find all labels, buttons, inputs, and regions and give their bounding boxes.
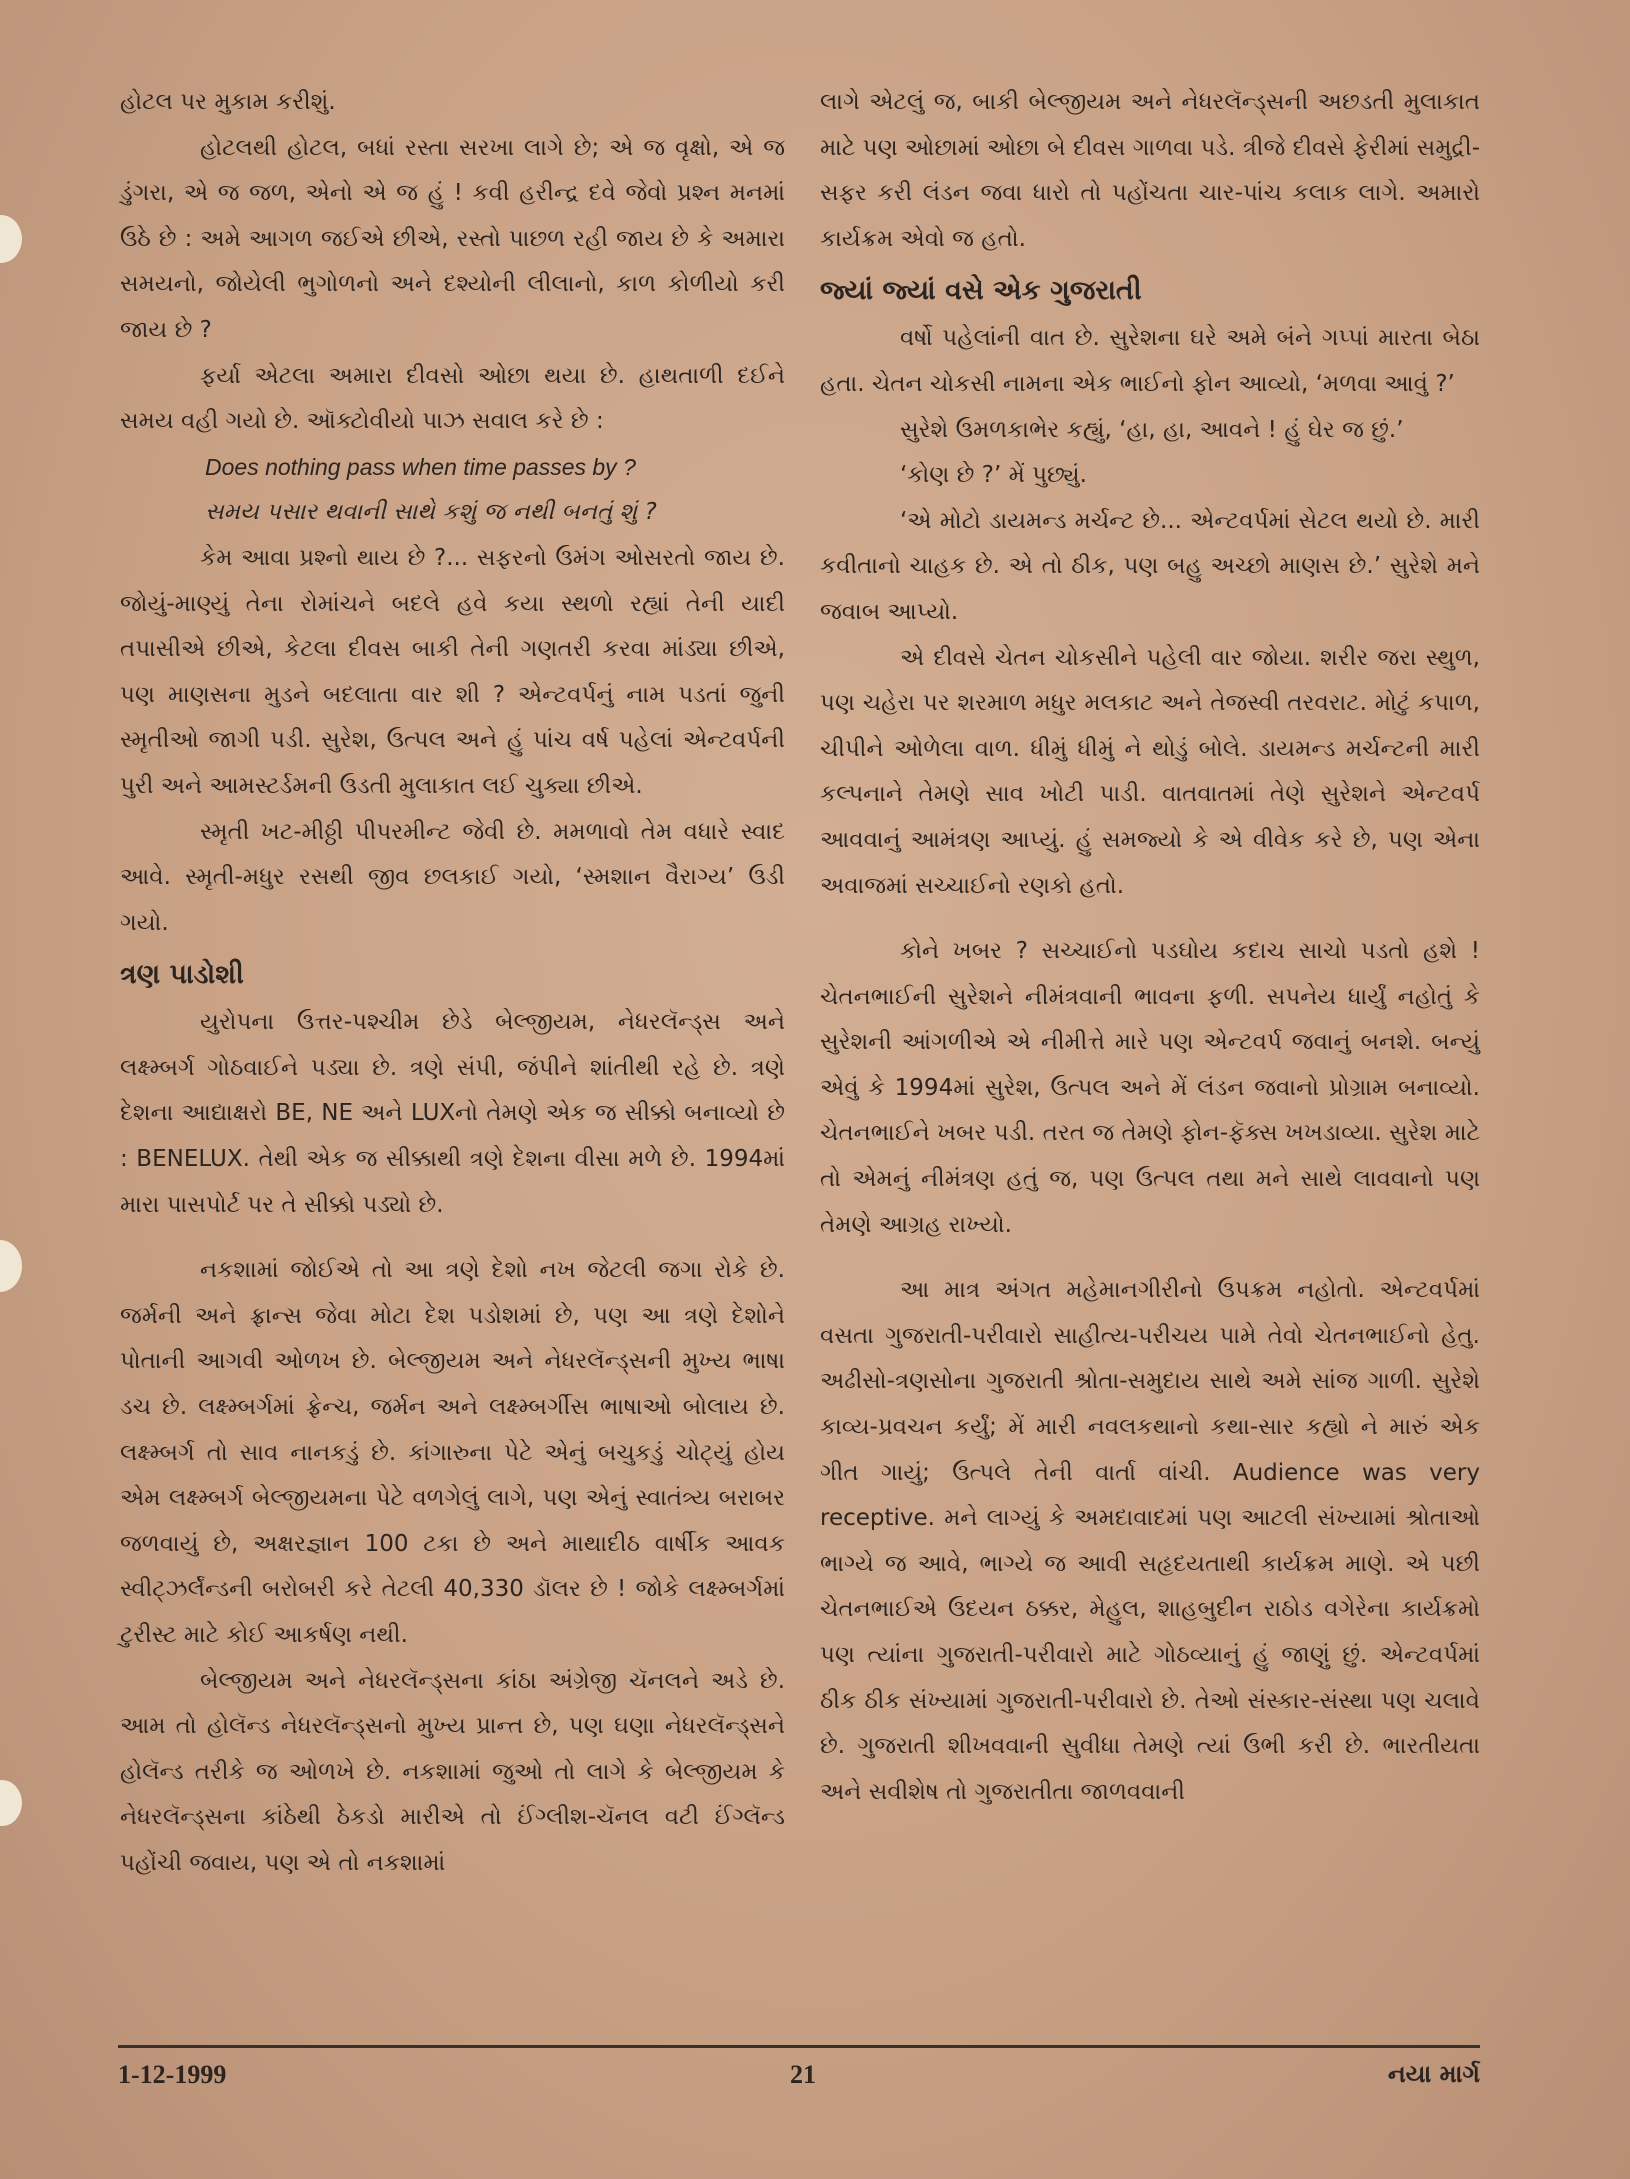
section-heading: ત્રણ પાડોશી xyxy=(120,959,244,991)
paragraph: વર્ષો પહેલાંની વાત છે. સુરેશના ઘરે અમે બંને ગપ્પાં મારતા બેઠા હતા. ચેતન ચોકસી નામના એક ભાઈનો ફોન આવ્યો, ‘મળવા આવું ?’ xyxy=(820,325,1480,397)
paragraph: સ્મૃતી ખટ-મીઠ્ઠી પીપરમીન્ટ જેવી છે. મમળાવો તેમ વધારે સ્વાદ આવે. સ્મૃતી-મધુર રસથી જીવ છલકાઈ ગયો, ‘સ્મશાન વૈરાગ્ય’ ઉડી ગયો. xyxy=(120,818,785,936)
punch-hole xyxy=(0,1780,22,1826)
right-column xyxy=(820,80,1480,1815)
paragraph: આ માત્ર અંગત મહેમાનગીરીનો ઉપક્રમ નહોતો. એન્ટવર્પમાં વસતા ગુજરાતી-પરીવારો સાહીત્ય-પરીચય પામે તેવો ચેતનભાઈનો હેતુ. અઢીસો-ત્રણસોના ગુજરાતી શ્રોતા-સમુદાય સાથે અમે સાંજ ગાળી. સુરેશે કાવ્ય-પ્રવચન કર્યું; મેં મારી નવલકથાનો કથા-સાર કહ્યો ને મારું એક ગીત ગાયું; ઉત્પલે તેની વાર્તા વાંચી. Audience was very receptive. મને લાગ્યું કે અમદાવાદમાં પણ આટલી સંખ્યામાં શ્રોતાઓ ભાગ્યે જ આવે, ભાગ્યે જ આવી સહૃદયતાથી કાર્યક્રમ માણે. એ પછી ચેતનભાઈએ ઉદયન ઠક્કર, મેહુલ, શાહબુદીન રાઠોડ વગેરેના કાર્યક્રમો પણ ત્યાંના ગુજરાતી-પરીવારો માટે ગોઠવ્યાનું હું જાણું છું. એન્ટવર્પમાં ઠીક ઠીક સંખ્યામાં ગુજરાતી-પરીવારો છે. તેઓ સંસ્કાર-સંસ્થા પણ ચલાવે છે. ગુજરાતી શીખવવાની સુવીધા તેમણે ત્યાં ઉભી કરી છે. ભારતીયતા અને સવીશેષ તો ગુજરાતીતા જાળવવાની xyxy=(820,1277,1480,1805)
paragraph: કેમ આવા પ્રશ્નો થાય છે ?... સફરનો ઉમંગ ઓસરતો જાય છે. જોયું-માણ્યું તેના રોમાંચને બદલે હવે કયા સ્થળો રહ્યાં તેની યાદી તપાસીએ છીએ, કેટલા દીવસ બાકી તેની ગણતરી કરવા માંડ્યા છીએ, પણ માણસના મુડને બદલાતા વાર શી ? એન્ટવર્પનું નામ પડતાં જુની સ્મૃતીઓ જાગી પડી. સુરેશ, ઉત્પલ અને હું પાંચ વર્ષ પહેલાં એન્ટવર્પની પુરી અને આમસ્ટર્ડમની ઉડતી મુલાકાત લઈ ચુક્યા છીએ. xyxy=(120,544,785,799)
paragraph: કોને ખબર ? સચ્ચાઈનો પડઘોય કદાચ સાચો પડતો હશે ! ચેતનભાઈની સુરેશને નીમંત્રવાની ભાવના ફળી. સપનેય ધાર્યું નહોતું કે સુરેશની આંગળીએ એ નીમીત્તે મારે પણ એન્ટવર્પ જવાનું બનશે. બન્યું એવું કે 1994માં સુરેશ, ઉત્પલ અને મેં લંડન જવાનો પ્રોગ્રામ બનાવ્યો. ચેતનભાઈને ખબર પડી. તરત જ તેમણે ફોન-ફૅક્સ ખખડાવ્યા. સુરેશ માટે તો એમનું નીમંત્રણ હતું જ, પણ ઉત્પલ તથા મને સાથે લાવવાનો પણ તેમણે આગ્રહ રાખ્યો. xyxy=(820,938,1480,1238)
paragraph: નકશામાં જોઈએ તો આ ત્રણે દેશો નખ જેટલી જગા રોકે છે. જર્મની અને ફ્રાન્સ જેવા મોટા દેશ પડોશમાં છે, પણ આ ત્રણે દેશોને પોતાની આગવી ઓળખ છે. બેલ્જીયમ અને નેધરલૅન્ડ્સની મુખ્ય ભાષા ડચ છે. લક્ષ્મ્બર્ગમાં ફ્રેન્ચ, જર્મન અને લક્ષ્મ્બર્ગીસ ભાષાઓ બોલાય છે. લક્ષ્મ્બર્ગ તો સાવ નાનકડું છે. કાંગારુના પેટે એનું બચુકડું ચોટ્યું હોય એમ લક્ષ્મ્બર્ગ બેલ્જીયમના પેટે વળગેલું લાગે, પણ એનું સ્વાતંત્ર્ય બરાબર જળવાયું છે, અક્ષરજ્ઞાન 100 ટકા છે અને માથાદીઠ વાર્ષીક આવક સ્વીટ્ઝર્લૅન્ડની બરોબરી કરે તેટલી 40,330 ડૉલર છે ! જોકે લક્ષ્મ્બર્ગમાં ટુરીસ્ટ માટે કોઈ આકર્ષણ નથી. xyxy=(120,1257,785,1648)
paragraph: ‘કોણ છે ?’ મેં પુછ્યું. xyxy=(900,462,1087,489)
quote-english: Does nothing pass when time passes by ? xyxy=(205,453,636,480)
paragraph: બેલ્જીયમ અને નેધરલૅન્ડ્સના કાંઠા અંગ્રેજી ચૅનલને અડે છે. આમ તો હોલૅન્ડ નેધરલૅન્ડ્સનો મુખ્ય પ્રાન્ત છે, પણ ઘણા નેધરલૅન્ડ્સને હોલૅન્ડ તરીકે જ ઓળખે છે. નકશામાં જુઓ તો લાગે કે બેલ્જીયમ કે નેધરલૅન્ડ્સના કાંઠેથી ઠેકડો મારીએ તો ઈંગ્લીશ-ચૅનલ વટી ઈંગ્લૅન્ડ પહોંચી જવાય, પણ એ તો નકશામાં xyxy=(120,1667,785,1876)
paragraph: ‘એ મોટો ડાયમન્ડ મર્ચન્ટ છે... એન્ટવર્પમાં સેટલ થયો છે. મારી કવીતાનો ચાહક છે. એ તો ઠીક, પણ બહુ અચ્છો માણસ છે.’ સુરેશે મને જવાબ આપ્યો. xyxy=(820,507,1480,625)
punch-hole xyxy=(0,1240,22,1292)
page-number: 21 xyxy=(790,2060,816,2089)
paragraph: ફર્યા એટલા અમારા દીવસો ઓછા થયા છે. હાથતાળી દઈને સમય વહી ગયો છે. ઑક્ટોવીયો પાઝ સવાલ કરે છે : xyxy=(120,362,785,435)
left-column xyxy=(120,80,785,1887)
paragraph: સુરેશે ઉમળકાભેર કહ્યું, ‘હા, હા, આવને ! હું ઘેર જ છું.’ xyxy=(900,416,1404,443)
punch-hole xyxy=(0,215,22,263)
section-heading: જ્યાં જ્યાં વસે એક ગુજરાતી xyxy=(820,275,1142,307)
issue-date: 1-12-1999 xyxy=(118,2060,227,2089)
paragraph: યુરોપના ઉત્તર-પશ્ચીમ છેડે બેલ્જીયમ, નેધરલૅન્ડ્સ અને લક્ષ્મ્બર્ગ ગોઠવાઈને પડ્યા છે. ત્રણે સંપી, જંપીને શાંતીથી રહે છે. ત્રણે દેશના આદ્યાક્ષરો BE, NE અને LUXનો તેમણે એક જ સીક્કો બનાવ્યો છે : BENELUX. તેથી એક જ સીક્કાથી ત્રણે દેશના વીસા મળે છે. 1994માં મારા પાસપોર્ટ પર તે સીક્કો પડ્યો છે. xyxy=(120,1009,785,1218)
paragraph: લાગે એટલું જ, બાકી બેલ્જીયમ અને નેધરલૅન્ડ્સની અછડતી મુલાકાત માટે પણ ઓછામાં ઓછા બે દીવસ ગાળવા પડે. ત્રીજે દીવસે ફેરીમાં સમુદ્રી-સફર કરી લંડન જવા ધારો તો પહોંચતા ચાર-પાંચ કલાક લાગે. અમારો કાર્યક્રમ એવો જ હતો. xyxy=(820,89,1480,252)
quote-gujarati: સમય પસાર થવાની સાથે કશું જ નથી બનતું શું ? xyxy=(205,499,657,526)
paragraph: હોટલ પર મુકામ કરીશું. xyxy=(120,89,336,115)
paragraph: એ દીવસે ચેતન ચોકસીને પહેલી વાર જોયા. શરીર જરા સ્થુળ, પણ ચહેરા પર શરમાળ મધુર મલકાટ અને તેજસ્વી તરવરાટ. મોટું કપાળ, ચીપીને ઓળેલા વાળ. ધીમું ધીમું ને થોડું બોલે. ડાયમન્ડ મર્ચન્ટની મારી કલ્પનાને તેમણે સાવ ખોટી પાડી. વાતવાતમાં તેણે સુરેશને એન્ટવર્પ આવવાનું આમંત્રણ આપ્યું. હું સમજ્યો કે એ વીવેક કરે છે, પણ એના અવાજમાં સચ્ચાઈનો રણકો હતો. xyxy=(820,644,1480,899)
magazine-name: નયા માર્ગ xyxy=(1387,2060,1480,2088)
footer-rule xyxy=(118,2045,1480,2048)
paragraph: હોટલથી હોટલ, બધાં રસ્તા સરખા લાગે છે; એ જ વૃક્ષો, એ જ ડુંગરા, એ જ જળ, એનો એ જ હું ! કવી હરીન્દ્ર દવે જેવો પ્રશ્ન મનમાં ઉઠે છે : અમે આગળ જઈએ છીએ, રસ્તો પાછળ રહી જાય છે કે અમારા સમયનો, જોયેલી ભુગોળનો અને દશ્યોની લીલાનો, કાળ કોળીયો કરી જાય છે ? xyxy=(120,134,785,343)
